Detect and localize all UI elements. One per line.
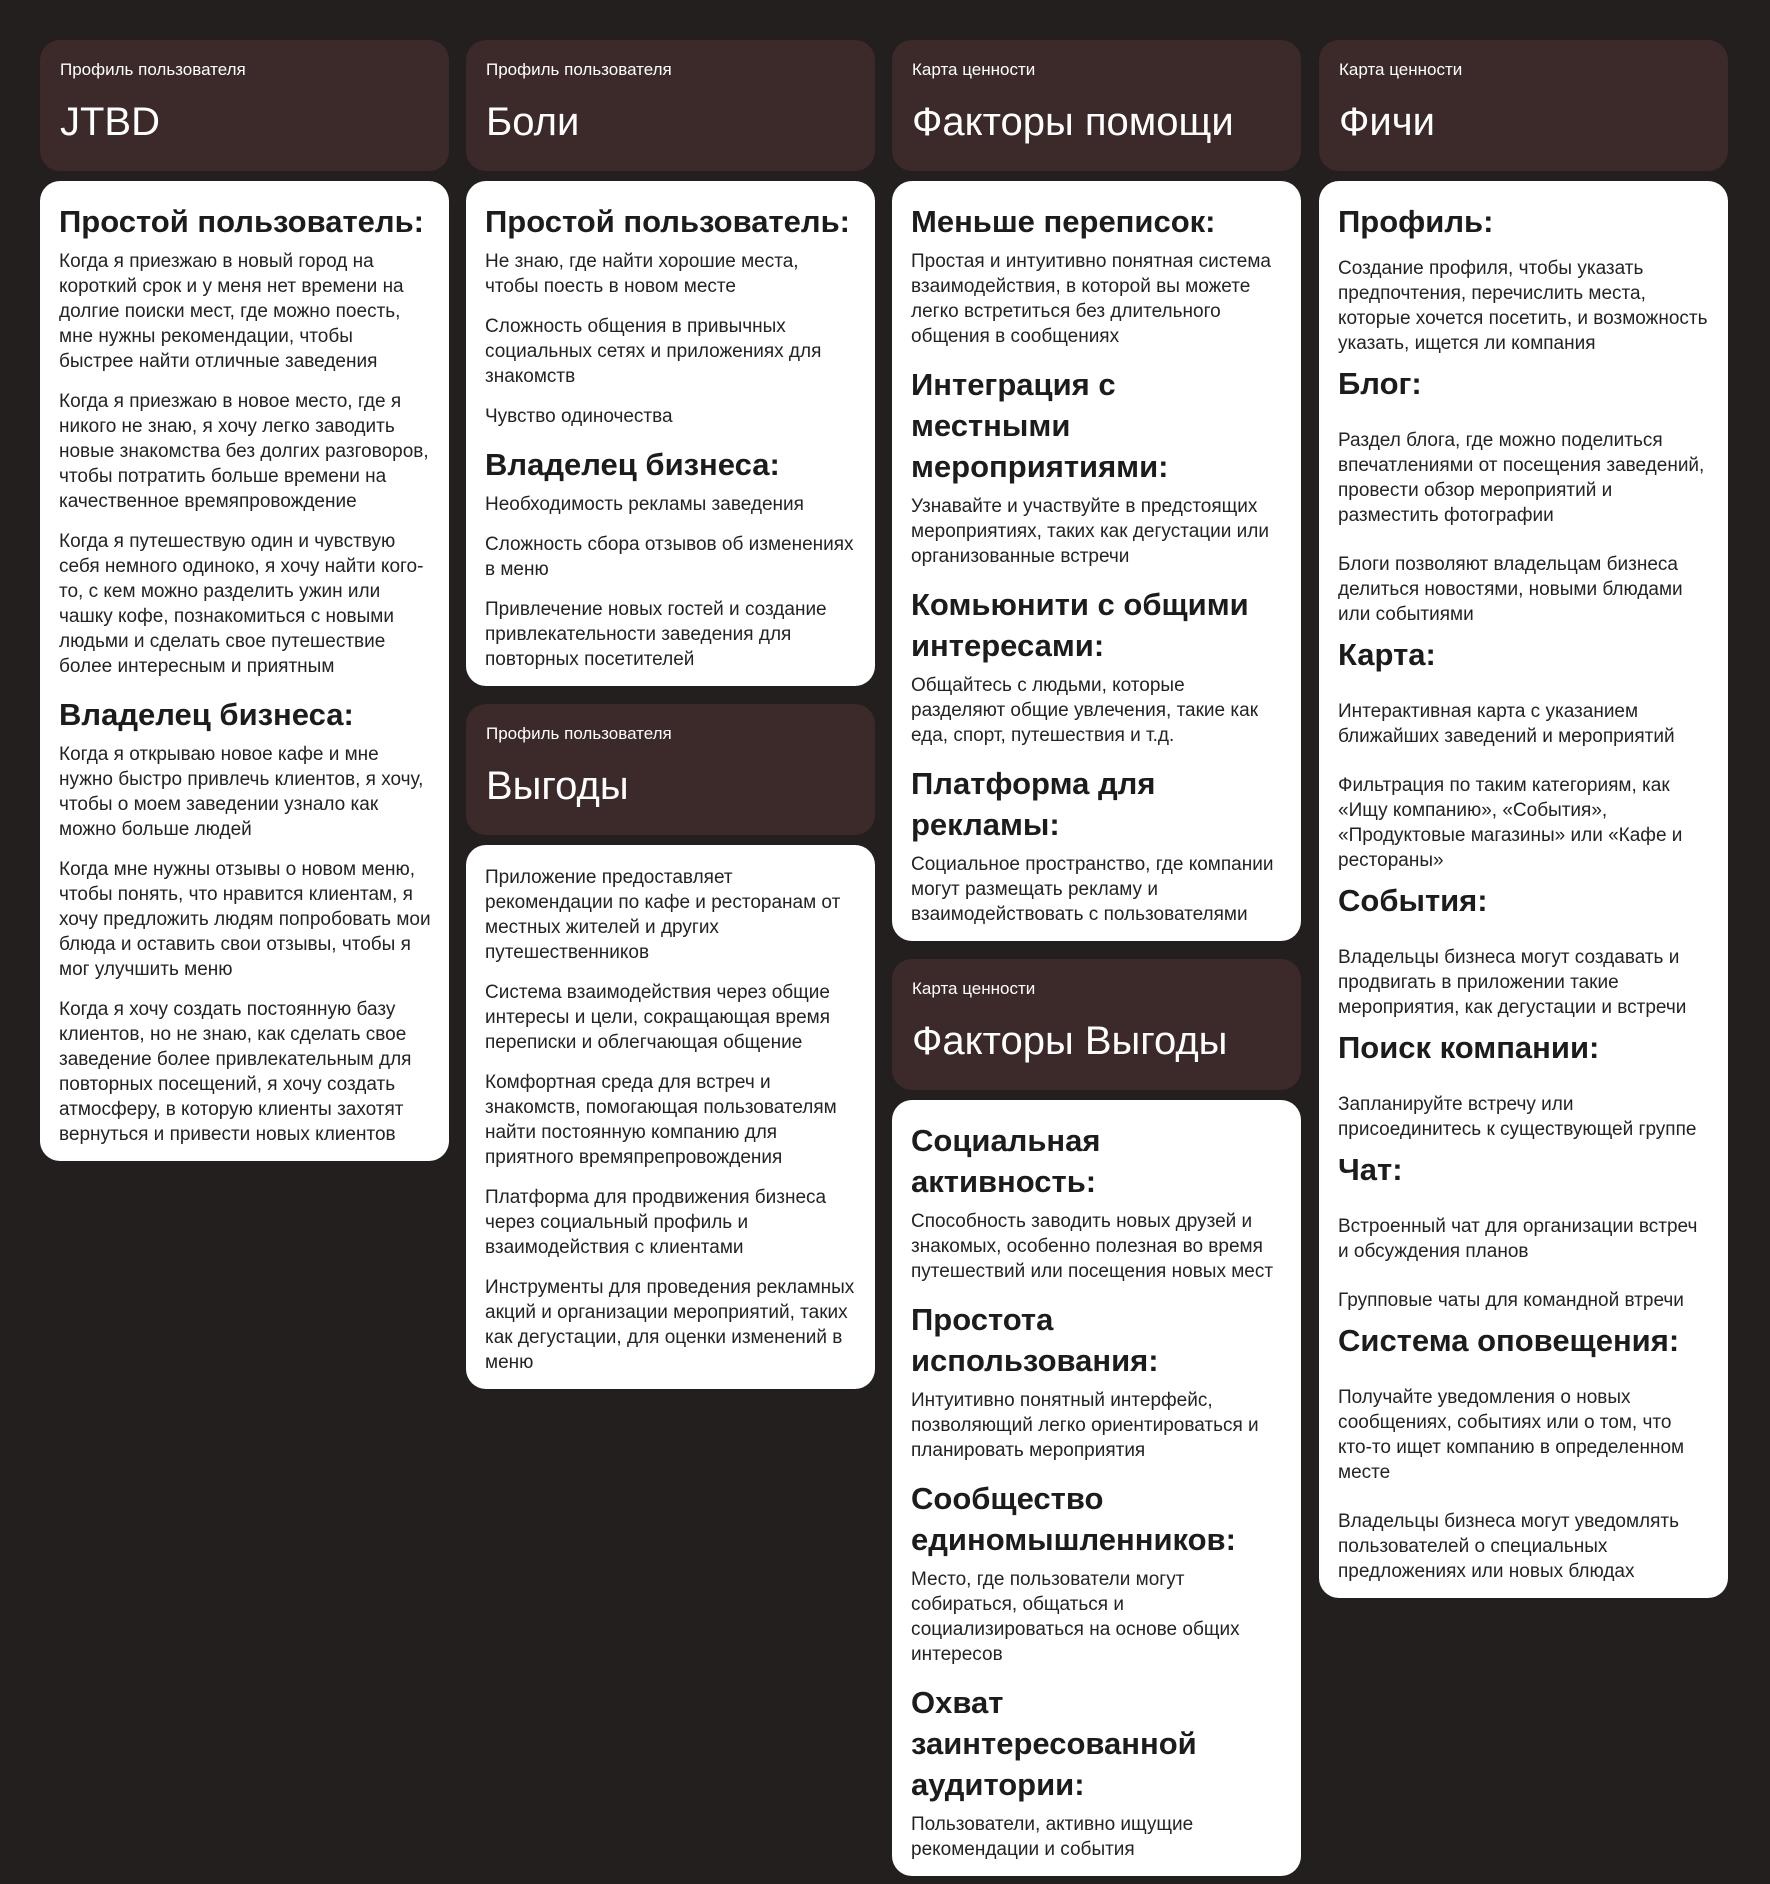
card-eyebrow: Карта ценности [912,60,1036,79]
section-paragraph: Система взаимодействия через общие интересы и цели, сокращающая время переписки и облегчающая общение [485,982,831,1053]
section-heading: Сообщество единомышленников: [911,1481,1236,1557]
section-paragraph: Приложение предоставляет рекомендации по кафе и ресторанам от местных жителей и других путешественников [485,867,841,963]
section-heading: Поиск компании: [1338,1030,1600,1065]
card-eyebrow: Карта ценности [1339,60,1463,79]
card-title: Факторы Выгоды [912,1019,1228,1063]
section-paragraph: Узнавайте и участвуйте в предстоящих мероприятиях, таких как дегустации или организованные встречи [911,496,1269,567]
section-heading: События: [1338,883,1488,918]
section-heading: Комьюнити с общими интересами: [911,587,1249,663]
card-title: Фичи [1339,100,1435,144]
section-paragraph: Место, где пользователи могут собираться, общаться и социализироваться на основе общих интересов [911,1569,1240,1665]
section-paragraph: Пользователи, активно ищущие рекомендации и события [911,1814,1194,1860]
section-paragraph: Сложность сбора отзывов об изменениях в меню [485,534,854,580]
section-paragraph: Запланируйте встречу или присоединитесь к существующей группе [1338,1094,1697,1140]
content-card-pains [466,181,875,686]
section-heading: Владелец бизнеса: [485,447,780,482]
card-title: JTBD [60,100,160,144]
card-title: Боли [486,100,580,144]
content-card-features [1319,181,1728,1598]
section-paragraph: Социальное пространство, где компании могут размещать рекламу и взаимодействовать с пользователями [911,854,1274,925]
section-heading: Простой пользователь: [485,204,850,239]
section-paragraph: Когда я приезжаю в новое место, где я никого не знаю, я хочу легко заводить новые знакомства без долгих разговоров, чтобы потратить больше времени на качественное времяпровождение [59,391,429,512]
section-heading: Простота использования: [911,1302,1159,1378]
section-paragraph: Встроенный чат для организации встреч и обсуждения планов [1338,1216,1698,1262]
header-card-gain-creators [892,959,1301,1090]
section-paragraph: Простая и интуитивно понятная система взаимодействия, в которой вы можете легко встретиться без длительного общения в сообщениях [911,251,1271,347]
section-paragraph: Фильтрация по таким категориям, как «Ищу компанию», «События», «Продуктовые магазины» или «Кафе и рестораны» [1338,775,1683,871]
section-heading: Система оповещения: [1338,1323,1680,1358]
column-jtbd [40,40,449,1161]
section-paragraph: Когда я путешествую один и чувствую себя немного одиноко, я хочу найти кого-то, с кем можно разделить ужин или чашку кофе, познакомиться с новыми людьми и сделать свое путешествие более интересным и приятным [59,531,424,677]
section-paragraph: Групповые чаты для командной втречи [1338,1290,1684,1311]
section-paragraph: Интуитивно понятный интерфейс, позволяющий легко ориентироваться и планировать мероприятия [911,1390,1259,1461]
content-card-gains [466,845,875,1389]
section-paragraph: Раздел блога, где можно поделиться впечатлениями от посещения заведений, провести обзор мероприятий и разместить фотографии [1338,430,1705,526]
content-card-gain-creators [892,1100,1301,1876]
section-heading: Чат: [1338,1152,1403,1187]
section-paragraph: Комфортная среда для встреч и знакомств, помогающая пользователям найти постоянную компанию для приятного времяпрепровождения [485,1072,837,1168]
section-paragraph: Когда я открываю новое кафе и мне нужно быстро привлечь клиентов, я хочу, чтобы о моем заведении узнало как можно больше людей [59,744,424,840]
section-paragraph: Платформа для продвижения бизнеса через социальный профиль и взаимодействия с клиентами [485,1187,827,1258]
section-paragraph: Инструменты для проведения рекламных акций и организации мероприятий, таких как дегустации, для оценки изменений в меню [485,1277,855,1373]
card-eyebrow: Профиль пользователя [486,724,672,743]
section-paragraph: Сложность общения в привычных социальных сетях и приложениях для знакомств [485,316,822,387]
content-card-pain-relievers [892,181,1301,941]
section-paragraph: Общайтесь с людьми, которые разделяют общие увлечения, такие как еда, спорт, путешествия и т.д. [911,675,1259,746]
section-heading: Интеграция с местными мероприятиями: [911,367,1169,484]
content-card-jtbd [40,181,449,1161]
section-paragraph: Необходимость рекламы заведения [485,494,804,515]
section-paragraph: Блоги позволяют владельцам бизнеса делиться новостями, новыми блюдами или событиями [1338,554,1683,625]
section-heading: Простой пользователь: [59,204,424,239]
section-paragraph: Владельцы бизнеса могут уведомлять пользователей о специальных предложениях или новых блюдах [1338,1511,1680,1582]
column-pain-relievers [892,40,1301,1876]
header-card-gains [466,704,875,835]
section-heading: Владелец бизнеса: [59,697,354,732]
column-features [1319,40,1728,1598]
section-heading: Профиль: [1338,204,1494,239]
section-heading: Меньше переписок: [911,204,1216,239]
header-card-features [1319,40,1728,171]
card-eyebrow: Карта ценности [912,979,1036,998]
header-card-pains [466,40,875,171]
section-paragraph: Когда я приезжаю в новый город на короткий срок и у меня нет времени на долгие поиски мест, где можно поесть, мне нужны рекомендации, чтобы быстрее найти отличные заведения [59,251,404,372]
section-paragraph: Привлечение новых гостей и создание привлекательности заведения для повторных посетителей [485,599,827,670]
section-heading: Платформа для рекламы: [911,766,1156,842]
section-paragraph: Интерактивная карта с указанием ближайших заведений и мероприятий [1338,701,1675,747]
section-paragraph: Когда мне нужны отзывы о новом меню, чтобы понять, что нравится клиентам, я хочу предложить людям попробовать мои блюда и оставить свои отзывы, чтобы я мог улучшить меню [59,859,431,980]
section-paragraph: Не знаю, где найти хорошие места, чтобы поесть в новом месте [485,251,799,297]
section-heading: Социальная активность: [911,1123,1101,1199]
card-title: Выгоды [486,764,629,808]
section-paragraph: Владельцы бизнеса могут создавать и продвигать в приложении такие мероприятия, как дегустации и встречи [1338,947,1687,1018]
section-paragraph: Получайте уведомления о новых сообщениях, событиях или о том, что кто-то ищет компанию в определенном месте [1338,1387,1685,1483]
section-paragraph: Создание профиля, чтобы указать предпочтения, перечислить места, которые хочется посетить, и возможность указать, ищется ли компания [1338,258,1708,354]
card-eyebrow: Профиль пользователя [486,60,672,79]
section-paragraph: Когда я хочу создать постоянную базу клиентов, но не знаю, как сделать свое заведение более привлекательным для повторных посещений, я хочу создать атмосферу, в которую клиенты захотят вернуться и привести новых клиентов [59,999,412,1145]
section-paragraph: Способность заводить новых друзей и знакомых, особенно полезная во время путешествий или посещения новых мест [911,1211,1274,1282]
section-heading: Блог: [1338,366,1422,401]
section-heading: Охват заинтересованной аудитории: [911,1685,1197,1802]
card-title: Факторы помощи [912,100,1234,144]
column-pains [466,40,875,1389]
header-card-jtbd [40,40,449,171]
section-heading: Карта: [1338,637,1436,672]
header-card-pain-relievers [892,40,1301,171]
card-eyebrow: Профиль пользователя [60,60,246,79]
section-paragraph: Чувство одиночества [485,406,673,427]
